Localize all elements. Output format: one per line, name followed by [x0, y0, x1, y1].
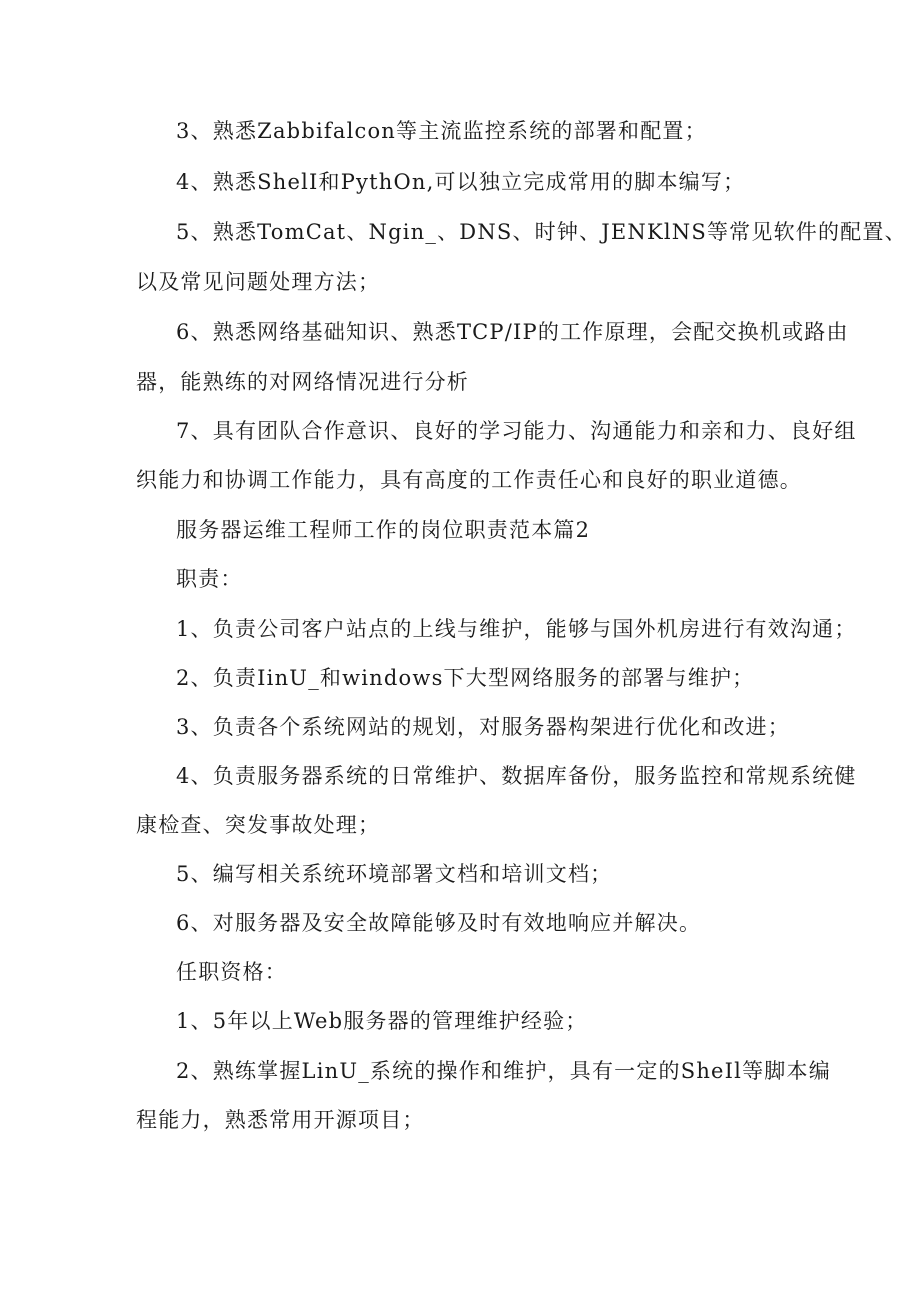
text-line: 3、负责各个系统网站的规划，对服务器构架进行优化和改进；: [176, 715, 790, 739]
section-heading: 服务器运维工程师工作的岗位职责范本篇2: [176, 518, 591, 542]
text-line: 2、负责IinU_和windows下大型网络服务的部署与维护；: [176, 666, 755, 690]
text-line: 5、编写相关系统环境部署文档和培训文档；: [176, 862, 613, 886]
text-line: 7、具有团队合作意识、良好的学习能力、沟通能力和亲和力、良好组: [176, 419, 857, 443]
subheading-qualifications: 任职资格：: [176, 960, 287, 984]
text-line: 以及常见问题处理方法；: [136, 270, 381, 294]
subheading-duties: 职责：: [176, 567, 243, 591]
text-line: 4、负责服务器系统的日常维护、数据库备份，服务监控和常规系统健: [176, 764, 857, 788]
text-line: 5、熟悉TomCat、Ngin_、DNS、时钟、JENKlNS等常见软件的配置、: [176, 220, 907, 244]
text-line: 3、熟悉Zabbifalcon等主流监控系统的部署和配置；: [176, 119, 707, 143]
text-line: 1、负责公司客户站点的上线与维护，能够与国外机房进行有效沟通；: [176, 617, 857, 641]
text-line: 2、熟练掌握LinU_系统的操作和维护，具有一定的SheIl等脚本编: [176, 1059, 831, 1083]
text-line: 康检查、突发事故处理；: [136, 813, 381, 837]
text-line: 1、5年以上Web服务器的管理维护经验；: [176, 1009, 588, 1033]
text-line: 6、对服务器及安全故障能够及时有效地响应并解决。: [176, 911, 702, 935]
text-line: 4、熟悉ShelI和PythOn,可以独立完成常用的脚本编写；: [176, 170, 746, 194]
text-line: 程能力，熟悉常用开源项目；: [136, 1108, 425, 1132]
text-line: 织能力和协调工作能力，具有高度的工作责任心和良好的职业道德。: [136, 468, 802, 492]
text-line: 6、熟悉网络基础知识、熟悉TCP/IP的工作原理，会配交换机或路由: [176, 320, 849, 344]
text-line: 器，能熟练的对网络情况进行分析: [136, 370, 469, 394]
